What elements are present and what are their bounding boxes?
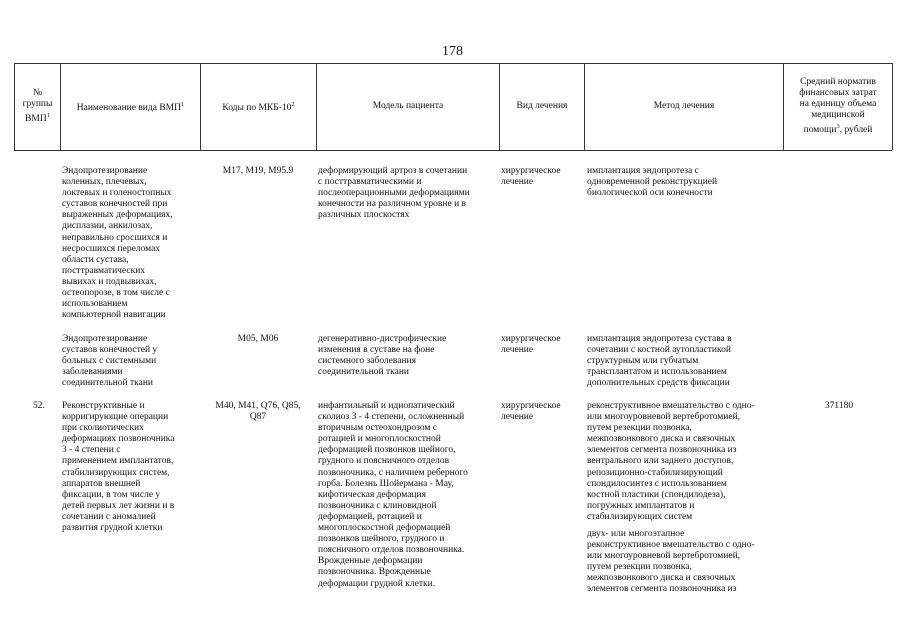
row-vmp-name: Эндопротезирование суставов конечностей у больных с системными заболеваниями соединительной ткани [62,334,158,389]
header-patient-model-text: Модель пациента [372,101,444,111]
row-vmp-name: Эндопротезирование коленных, плечевых, локтевых и голеностопных суставов конечностей при выраженных деформациях, дисплазии, анкилозах, неправильно сросшихся и несросшихся переломах области сустава, посттравматических вывихах и подвывихах, остеопорозе, в том числе с использованием компьютерной навигации [62,166,173,321]
footnote-ref: 3 [836,122,840,130]
row-vmp-name: Реконструктивные и корригирующие операции при сколиотических деформациях позвоночника 3 - 4 степени с применением имплантатов, стабилизирующих систем, аппаратов внешней фиксации, в том числе у детей первых лет жизни и в сочетании с аномалией развития грудной клетки [62,401,175,534]
header-treatment-type [500,63,584,150]
header-treatment-method-text: Метод лечения [653,101,715,111]
header-vmp-name [61,63,200,150]
header-patient-model [317,63,499,150]
row-patient-model: деформирующий артроз в сочетании с посттравматическими и послеоперационными деформациями конечности на различном уровне и в различных плоскостях [318,166,470,221]
row-icd-codes: M40, M41, Q76, Q85, Q87 [215,401,301,423]
row-average-cost: 371180 [824,401,854,411]
header-group-number-text: № группы ВМП [22,87,53,125]
header-average-cost [784,63,892,150]
row-patient-model: дегенеративно-дистрофические изменения в суставе на фоне системного заболевания соединительной ткани [318,334,447,378]
row-icd-codes: M05, M06 [237,334,279,344]
header-treatment-type-text: Вид лечения [516,101,568,111]
footnote-ref: 2 [291,100,295,108]
row-treatment-method: имплантация эндопротеза с одновременной реконструкцией биологической оси конечности [587,166,718,199]
row-treatment-type: хирургическое лечение [501,401,561,423]
page-number: 178 [442,44,463,59]
table-border-right [892,63,893,150]
header-group-number [15,63,60,150]
footnote-ref: 1 [180,100,185,108]
row-patient-model: инфантильный и идиопатический сколиоз 3 - 4 степени, осложненный вторичным остеохондрозом с ротацией и многоплоскостной деформацией позвонков шейного, грудного и поясничного отделов позвоночника, с наличием реберного горба. Болезнь Шойермана - Мау, кифотическая деформация позвоночника с клиновидной деформацией, ротацией и многоплоскостной деформацией позвонков шейного, грудного и поясничного отделов позвоночника. Врожденные деформации позвоночника. Врожденные деформации грудной клетки. [318,401,468,589]
header-icd-codes [201,63,316,150]
row-treatment-type: хирургическое лечение [501,166,561,188]
header-icd-codes-text: Коды по МКБ-10 [222,103,292,114]
row-treatment-method: реконструктивное вмешательство с одно- или многоуровневой вертебротомией, путем резекции позвонка, межпозвонкового диска и связочных элементов сегмента позвоночника из вентрального или заднего доступов, репозиционно-стабилизирующий спондилосинтез с использованием костной пластики (спондилодеза), погружных имплантатов и стабилизирующих систем [587,401,755,522]
header-vmp-name-text: Наименование вида ВМП [76,103,181,114]
header-average-cost-text: Средний норматив финансовых затрат на единицу объема медицинской помощи [799,76,877,136]
header-average-cost-unit: , рублей [839,125,873,136]
footnote-ref: 1 [46,111,50,119]
row-treatment-method: имплантация эндопротеза сустава в сочетании с костной аутопластикой структурным или губчатым трансплантатом и использованием дополнительных средств фиксации [587,334,732,389]
row-treatment-method-alt: двух- или многоэтапное реконструктивное вмешательство с одно- или многоуровневой вертебротомией, путем резекции позвонка, межпозвонкового диска и связочных элементов сегмента позвоночника из [587,529,755,595]
row-treatment-type: хирургическое лечение [501,334,561,356]
row-group-number: 52. [33,401,45,411]
header-treatment-method [585,63,783,150]
row-icd-codes: M17, M19, M95.9 [222,166,294,176]
table-header-bottom-rule [14,150,892,151]
